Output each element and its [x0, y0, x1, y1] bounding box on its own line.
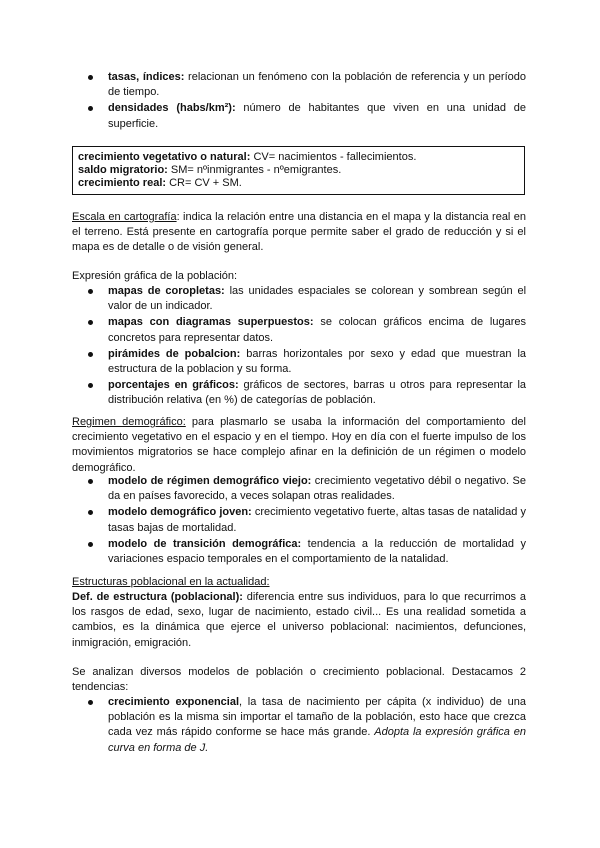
- list-item-term: densidades (habs/km²):: [108, 102, 236, 115]
- list-item-term: modelo de transición demográfica:: [108, 537, 302, 550]
- list-item: [88, 347, 526, 377]
- list-item-term: tasas, índices:: [108, 71, 185, 83]
- expresion-list: [88, 284, 526, 410]
- modelos-list: [88, 695, 526, 757]
- list-item-text: gráficos de sectores, barras u otros para representar la distribución relativa (en %) de categorías de población.: [108, 379, 527, 407]
- regimen-text: para plasmarlo se usaba la información del comportamiento del crecimiento vegetativo en el espacio y en el tiempo. Hoy en día con el fuerte impulso de los movimientos migratorios se hace complejo afinar en la definición de un régimen o modelo demográfico.: [72, 416, 526, 474]
- list-item: [88, 537, 526, 567]
- bullet-icon: [88, 352, 93, 357]
- list-item-text: barras horizontales por sexo y edad que muestran la estructura de la poblacion y su forma.: [108, 347, 527, 376]
- bullet-icon: [88, 106, 93, 111]
- formula-text: SM= nºinmigrantes - nºemigrantes.: [167, 164, 342, 177]
- list-item-text: relacionan un fenómeno con la población de referencia y un período de tiempo.: [108, 71, 526, 99]
- modelos-intro: Se analizan diversos modelos de población o crecimiento poblacional. Destacamos 2 tendencias:: [72, 666, 526, 694]
- formula-term: saldo migratorio:: [78, 164, 168, 177]
- estructuras-heading: [72, 575, 526, 590]
- formula-text: CV= nacimientos - fallecimientos.: [250, 151, 417, 163]
- estructuras-heading-text: Estructuras poblacional en la actualidad:: [72, 576, 270, 588]
- formula-term: crecimiento vegetativo o natural:: [78, 151, 251, 163]
- formula-line: [78, 151, 518, 164]
- bullet-icon: [88, 320, 93, 325]
- list-item: [88, 695, 526, 756]
- escala-paragraph: [72, 210, 526, 256]
- bullet-icon: [88, 510, 93, 515]
- list-item-term: crecimiento exponencial: [108, 696, 240, 708]
- bullet-icon: [88, 289, 93, 294]
- list-item-term: mapas con diagramas superpuestos:: [108, 316, 314, 329]
- list-item-term: modelo demográfico joven:: [108, 506, 252, 519]
- list-item-text: crecimiento vegetativo fuerte, altas tasas de natalidad y tasas bajas de mortalidad.: [108, 506, 526, 534]
- list-item-text: , la tasa de nacimiento per cápita (x individuo) de una población es la misma sin importar el tamaño de la población, esto hace que crezca cada vez más rápido conforme se hace más grande.: [108, 696, 526, 739]
- bullet-icon: [88, 383, 93, 388]
- bullet-icon: [88, 542, 93, 547]
- formula-line: [78, 164, 518, 177]
- escala-text: : indica la relación entre una distancia en el mapa y la distancia real en el terreno. Está presente en cartografía porque permite saber el grado de reducción y si el mapa es de detalle o de visión general.: [72, 211, 526, 254]
- regimen-heading: Regimen demográfico:: [72, 416, 186, 428]
- bullet-icon: [88, 75, 93, 80]
- list-item-text: número de habitantes que viven en una unidad de superficie.: [108, 102, 526, 130]
- list-item: [88, 101, 526, 131]
- formula-box: [72, 146, 525, 195]
- definition-term: Def. de estructura (poblacional):: [72, 591, 243, 603]
- bullet-icon: [88, 700, 93, 705]
- list-item: [88, 315, 526, 345]
- list-item: [88, 378, 526, 408]
- list-item-italic-note: Adopta la expresión gráfica en curva en forma de J.: [108, 726, 526, 754]
- list-item-text: tendencia a la reducción de mortalidad y variaciones espacio temporales en el comportamiento de la natalidad.: [108, 537, 526, 566]
- regimen-list: [88, 474, 526, 568]
- list-item: [88, 505, 526, 535]
- list-item-term: porcentajes en gráficos:: [108, 379, 239, 392]
- expresion-intro: Expresión gráfica de la población:: [72, 270, 238, 282]
- list-item-text: crecimiento vegetativo débil o negativo. Se da en países favorecido, a veces solapan otras realidades.: [108, 475, 526, 503]
- list-item-term: modelo de régimen demográfico viejo:: [108, 475, 312, 487]
- list-item: [88, 284, 526, 314]
- bullet-icon: [88, 479, 93, 484]
- list-item: [88, 474, 526, 504]
- list-item-text: se colocan gráficos encima de lugares concretos para representar datos.: [108, 316, 526, 344]
- list-item: [88, 70, 526, 100]
- formula-line: [78, 177, 518, 190]
- list-item-term: mapas de coropletas:: [108, 285, 225, 297]
- formula-text: CR= CV + SM.: [166, 177, 242, 190]
- regimen-paragraph: [72, 415, 526, 476]
- formula-term: crecimiento real:: [78, 177, 167, 190]
- list-item-text: las unidades espaciales se colorean y sombrean según el valor de un indicador.: [108, 285, 527, 313]
- definition-text: diferencia entre sus individuos, para lo que recurrimos a los rasgos de edad, sexo, lugar de nacimiento, estado civil... Es una realidad sometida a cambios, es la dinámica que ejerce el universo poblacional: nacimientos, defunciones, inmigración, emigración.: [72, 591, 526, 649]
- list-item-term: pirámides de pobalcion:: [108, 347, 241, 360]
- escala-heading: Escala en cartografía: [72, 211, 177, 223]
- top-bullet-list: [88, 70, 526, 133]
- estructuras-definition: [72, 590, 526, 651]
